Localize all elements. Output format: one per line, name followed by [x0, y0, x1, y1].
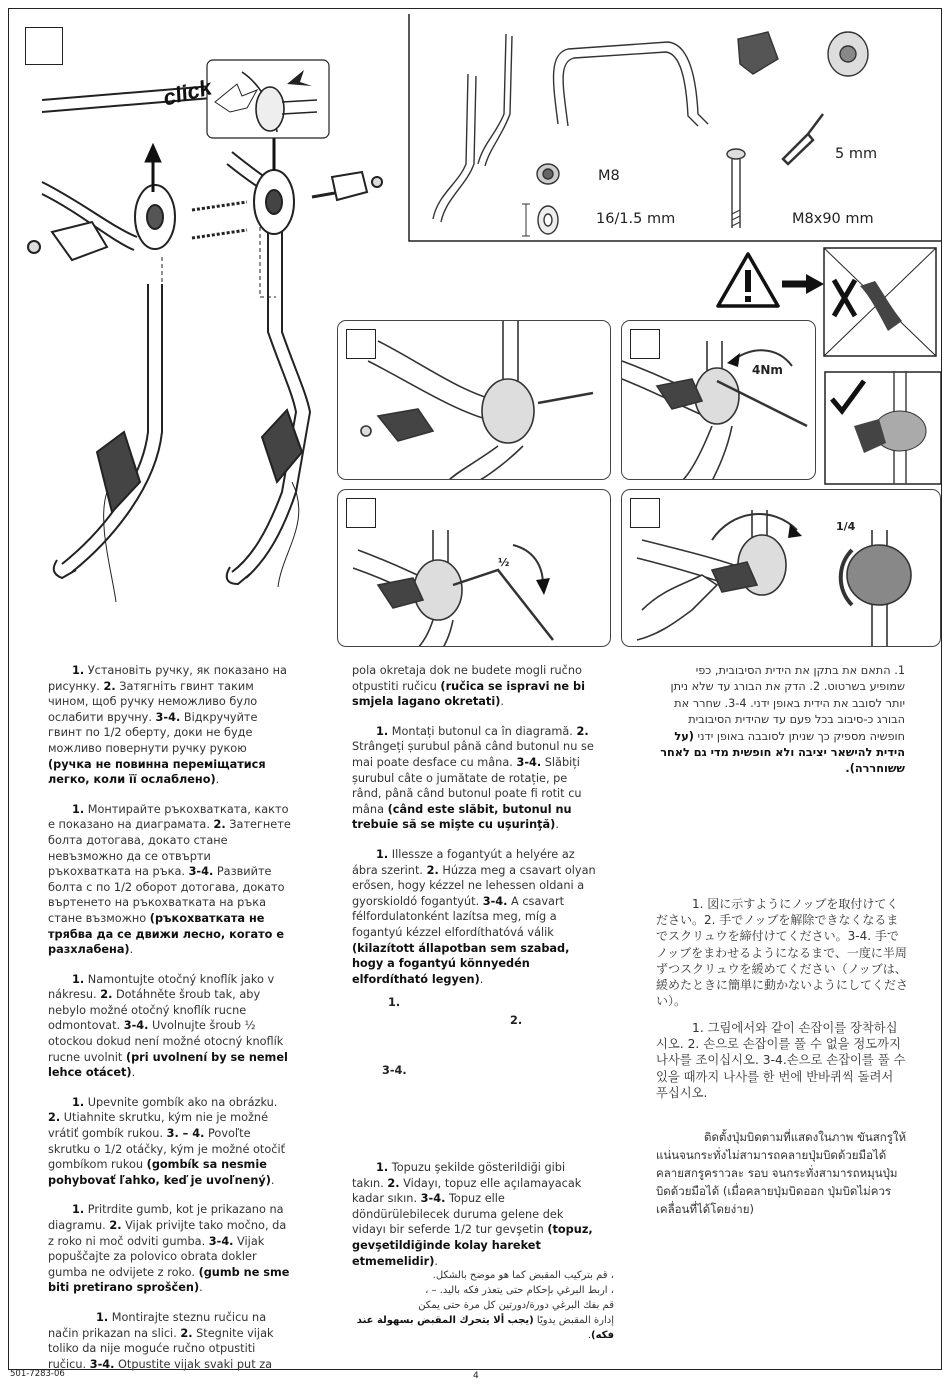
correct-knob-panel [824, 371, 942, 485]
instruction-sk: 1. Upevnite gombík ako na obrázku. 2. Utiahnite skrutku, kým nie je možné vrátiť gombík rukou. 3. – 4. Povoľte skrutku o 1/2 otáčky, kým je možné otočiť gombíkom rukou (gombík sa nesmie pohybovať ľahko, keď je uvoľnený). [48, 1095, 286, 1187]
instruction-uk: 1. Установіть ручку, як показано на рисунку. 2. Затягніть гвинт таким чином, щоб ручку неможливо було ослабити вручну. 3-4. Відкручуйте гвинт по 1/2 оберту, доки не буде можливо повернути ручку рукою (ручка не повинна переміщатися легко, коли її ослаблено). [48, 664, 287, 787]
blank-step-2: 2. [510, 1014, 523, 1027]
bolt-label: M8x90 mm [792, 211, 874, 227]
washer-label: 16/1.5 mm [596, 211, 676, 227]
instruction-tr: 1. Topuzu şekilde gösterildiği gibi takın. 2. Vidayı, topuz elle açılamayacak kadar sıkın. 3-4. Topuz elle döndürülebilecek duruma gelene dek vidayı bir seferde 1/2 tur gevşetin (topuz, gevşetildiğinde kolay hareket etmemelidir). [352, 1161, 593, 1268]
step-checkbox [630, 498, 660, 528]
parts-box [408, 14, 942, 242]
text-column-2 [352, 663, 598, 1001]
step-panel-2 [621, 320, 816, 480]
hex-key-label: 5 mm [835, 146, 878, 162]
instruction-bg: 1. Монтирайте ръкохватката, както е показано на диаграмата. 2. Затегнете болта дотогава, докато стане невъзможно да се отвърти ръкохватката на ръка. 3-4. Развийте болта с по 1/2 оборот дотогава, докато въртенето на ръкохватката на ръка стане възможно (ръкохватката не трябва да се движи лесно, когато е разхлабена). [48, 802, 291, 957]
instruction-hr-b: pola okretaja dok ne budete mogli ručno otpustiti ručicu (ručica se ispravi ne bi smjela lagano okretati). [352, 664, 585, 709]
torque-label: 4Nm [752, 363, 783, 377]
instruction-ro: 1. Montați butonul ca în diagramă. 2. Strângeți șurubul până când butonul nu se mai poate desface cu mâna. 3-4. Slăbiți șurubul câte o jumătate de rotație, pe rând, până când butonul poate fi rotit cu mâna (când este slăbit, butonul nu trebuie să se mişte cu uşurinţă). [352, 724, 594, 832]
nut-label: M8 [598, 168, 620, 184]
blank-step-1: 1. [388, 996, 401, 1009]
step-panel-1 [337, 320, 611, 480]
document-code: 501-7283-06 [10, 1369, 65, 1379]
instruction-hr-a: 1. Montirajte steznu ručicu na način prikazan na slici. 2. Stegnite vijak toliko da nije moguće ručno otpustiti ručicu. 3-4. Otpustite vijak svaki put za [48, 1310, 274, 1371]
instruction-ar: ، قم بتركيب المقبض كما هو موضح بالشكل. ، اربط البرغي بإحكام حتى يتعذر فكه باليد. – ، قم بفك البرغي دورة/دورتين كل مرة حتى يمكن إدارة المقبض يدويًا (يجب ألا يتحرك المقبض بسهولة عند فكه). [356, 1270, 614, 1341]
half-turn-label: ½ [498, 556, 510, 569]
text-column-1 [48, 663, 292, 1386]
step-checkbox [346, 329, 376, 359]
instruction-he: 1. התאם את בתקן את הידית הסיבובית, כפי שמופיע בשרטוט. 2. הדק את הבורג עד שלא ניתן יותר לסובב את הידית באופן ידני. 3-4. שחרר את הבורג כ-סיבוב בכל פעם עד שהידית הסיבובית חופשיה מספיק כך שניתן לסובבה באופן ידני (על הידית להישאר יציבה ולא חופשית מדי גם לאחר ששוחררה). [660, 664, 905, 776]
page-number: 4 [473, 1371, 479, 1381]
instruction-th: ติดตั้งปุ่มบิดตามที่แสดงในภาพ ขันสกรูให้แน่นจนกระทั่งไม่สามารถคลายปุ่มบิดด้วยมือได้ คลายสกรูคราวละ รอบ จนกระทั่งสามารถหมุนปุ่มบิดด้วยมือได้ (เมื่อคลายปุ่มบิดออก ปุ่มบิดไม่ควรเคลื่อนที่ได้โดยง่าย) [656, 1130, 907, 1216]
step-panel-4 [621, 489, 941, 647]
blank-step-3: 3-4. [382, 1064, 407, 1077]
step-checkbox [346, 498, 376, 528]
instruction-ja: 1. 図に示すようにノッブを取付けてください。2. 手でノッブを解除できなくなるまでスクリュウを締付けてください。3-4. 手でノッブをまわせるようになるまで、一度に半周ずつスクリュウを緩めてください（ノッブは、緩めたときに簡単に動かないようにしてください）。 [656, 897, 909, 1009]
click-label: click [160, 74, 215, 111]
step-panel-3 [337, 489, 611, 647]
instruction-cs: 1. Namontujte otočný knoflík jako v nákresu. 2. Dotáhněte šroub tak, aby nebylo možné otočný knoflík rucne odmontovat. 3-4. Uvolnujte šroub ½ otockou dokud není možné otocný knoflík rucne uvolnit (pri uvolnení by se nemel lehce otácet). [48, 972, 288, 1080]
instruction-sl: 1. Pritrdite gumb, kot je prikazano na diagramu. 2. Vijak privijte tako močno, da z roko ni moč odviti gumba. 3-4. Vijak popuščajte za polovico obrata dokler gumba ne odvijete z roko. (gumb ne sme biti pretirano sproščen). [48, 1203, 290, 1295]
quarter-turn-label: 1/4 [836, 520, 856, 533]
step-checkbox [630, 329, 660, 359]
instruction-hu: 1. Illessze a fogantyút a helyére az ábra szerint. 2. Húzza meg a csavart olyan erősen, hogy kézzel ne lehessen oldani a gyorskioldó fogantyút. 3-4. A csavart félfordulatonként lazítsa meg, míg a fogantyú kézzel elfordíthatóvá válik (kilazított állapotban sem szabad, hogy a fogantyú könnyedén elfordítható legyen). [352, 847, 596, 986]
instruction-ko: 1. 그림에서와 같이 손잡이를 장착하십시오. 2. 손으로 손잡이를 풀 수 없을 정도까지 나사를 조이십시오. 3-4.손으로 손잡이를 풀 수 있을 때까지 나사를 한 번에 반바퀴씩 돌려서 푸십시오. [656, 1021, 906, 1100]
